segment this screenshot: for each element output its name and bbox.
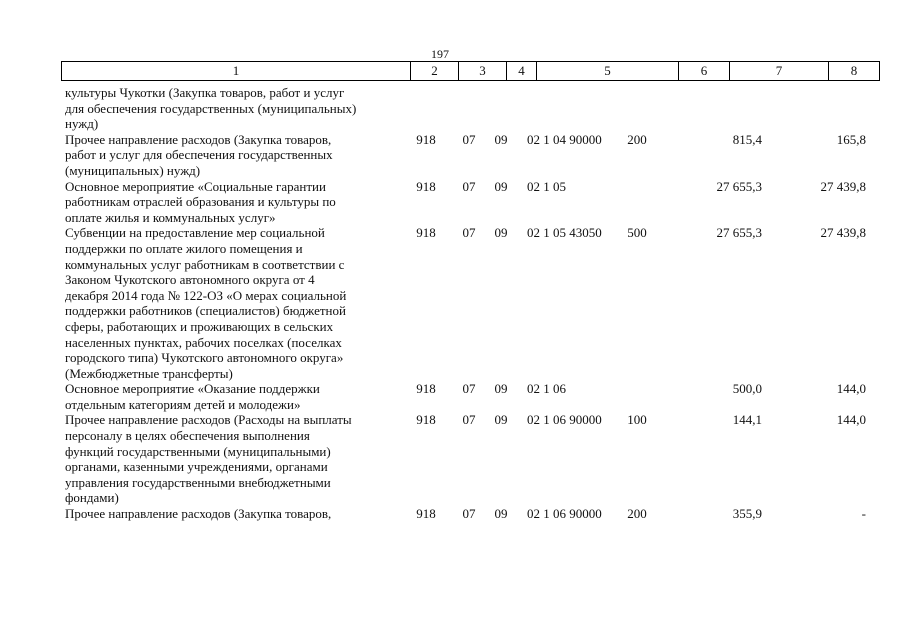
- row-code-target: 02 1 05 43050: [527, 225, 602, 241]
- description-line: работникам отраслей образования и культуры по: [65, 194, 336, 210]
- row-code-section: 07: [462, 412, 476, 428]
- row-code-section: 07: [462, 178, 476, 194]
- row-amount-1: [660, 85, 770, 132]
- description-line: сферы, работающих и проживающих в сельских: [65, 318, 334, 334]
- row-code-target: 02 1 06: [527, 381, 566, 397]
- description-line: коммунальных услуг работникам в соответствии с: [65, 256, 345, 272]
- description-line: органами, казенными учреждениями, органами: [65, 459, 328, 475]
- row-amount-2: 27 439,8: [820, 178, 866, 194]
- description-line: (Межбюджетные трансферты): [65, 365, 233, 381]
- row-code-target: 02 1 06 90000: [527, 412, 602, 428]
- description-line: городского типа) Чукотского автономного округа»: [65, 350, 344, 366]
- description-line: декабря 2014 года № 122-ОЗ «О мерах социальной: [65, 287, 347, 303]
- row-amount-1: 815,4: [732, 131, 762, 147]
- row-code-ministry: 918: [416, 225, 436, 241]
- page-number: 197: [431, 47, 449, 61]
- description-line: (муниципальных) нужд): [65, 162, 201, 178]
- row-code-section: 07: [462, 131, 476, 147]
- description-line: Прочее направление расходов (Закупка товаров,: [65, 506, 332, 522]
- description-line: управления государственными внебюджетными: [65, 474, 331, 490]
- table-body: [65, 85, 880, 522]
- description-line: для обеспечения государственных (муниципальных): [65, 100, 357, 116]
- row-code-expense-type: 200: [627, 131, 647, 147]
- row-amount-2: 27 439,8: [820, 225, 866, 241]
- row-description: [65, 412, 411, 506]
- description-line: фондами): [65, 490, 119, 506]
- row-code-subsection: 09: [494, 506, 508, 522]
- description-line: работ и услуг для обеспечения государственных: [65, 147, 333, 163]
- description-line: Прочее направление расходов (Расходы на выплаты: [65, 412, 352, 428]
- description-line: Субвенции на предоставление мер социальной: [65, 225, 325, 241]
- description-line: отдельным категориям детей и молодежи»: [65, 396, 301, 412]
- row-code-section: [441, 85, 493, 132]
- row-code-target: 02 1 04 90000: [527, 131, 602, 147]
- row-code-expense-type: [614, 179, 660, 226]
- row-code-subsection: 09: [494, 412, 508, 428]
- row-description: [65, 85, 411, 132]
- table-row: [65, 506, 880, 522]
- header-col-8: 8: [850, 63, 858, 78]
- row-amount-2: 144,0: [836, 412, 866, 428]
- row-code-section: 07: [462, 381, 476, 397]
- row-description: [65, 132, 411, 179]
- table-row: [65, 412, 880, 506]
- description-line: населенных пунктах, рабочих поселках (поселках: [65, 334, 342, 350]
- row-description: [65, 506, 411, 522]
- row-code-ministry: 918: [416, 506, 436, 522]
- row-description: [65, 225, 411, 381]
- table-row: [65, 132, 880, 179]
- row-code-subsection: [493, 85, 509, 132]
- row-amount-1: 355,9: [732, 506, 762, 522]
- row-code-expense-type: 500: [627, 225, 647, 241]
- description-line: персоналу в целях обеспечения выполнения: [65, 428, 310, 444]
- description-line: культуры Чукотки (Закупка товаров, работ и услуг: [65, 85, 345, 100]
- row-code-ministry: 918: [416, 412, 436, 428]
- row-code-subsection: 09: [494, 178, 508, 194]
- row-description: [65, 179, 411, 226]
- table-row: [65, 85, 880, 132]
- row-code-ministry: [411, 85, 441, 132]
- header-col-1: 1: [62, 62, 411, 80]
- table-row: [65, 381, 880, 412]
- row-amount-2: 165,8: [836, 131, 866, 147]
- row-code-expense-type: [614, 85, 660, 132]
- row-code-target: 02 1 05: [527, 178, 566, 194]
- description-line: нужд): [65, 116, 99, 132]
- row-code-expense-type: 100: [627, 412, 647, 428]
- header-col-3: 3: [459, 62, 507, 80]
- header-col-6: 6: [679, 62, 730, 80]
- table-row: [65, 179, 880, 226]
- row-code-expense-type: 200: [627, 506, 647, 522]
- row-code-ministry: 918: [416, 178, 436, 194]
- row-code-section: 07: [462, 506, 476, 522]
- header-col-7: 7: [730, 62, 829, 80]
- row-code-subsection: 09: [494, 381, 508, 397]
- description-line: оплате жилья и коммунальных услуг»: [65, 209, 276, 225]
- description-line: поддержки по оплате жилого помещения и: [65, 240, 303, 256]
- description-line: Основное мероприятие «Социальные гарантии: [65, 178, 326, 194]
- row-amount-1: 144,1: [732, 412, 762, 428]
- row-description: [65, 381, 411, 412]
- table-header: [61, 61, 880, 81]
- header-col-5: 5: [537, 62, 679, 80]
- description-line: функций государственными (муниципальными): [65, 443, 331, 459]
- row-code-target: 02 1 06 90000: [527, 506, 602, 522]
- row-code-section: 07: [462, 225, 476, 241]
- row-amount-2: 144,0: [836, 381, 866, 397]
- description-line: Основное мероприятие «Оказание поддержки: [65, 381, 320, 397]
- row-amount-1: 27 655,3: [716, 178, 762, 194]
- description-line: поддержки работников (специалистов) бюджетной: [65, 303, 346, 319]
- row-code-subsection: 09: [494, 225, 508, 241]
- description-line: Законом Чукотского автономного округа от 4: [65, 272, 315, 288]
- description-line: Прочее направление расходов (Закупка товаров,: [65, 131, 332, 147]
- row-code-subsection: 09: [494, 131, 508, 147]
- header-col-2: 2: [411, 62, 459, 80]
- table-row: [65, 225, 880, 381]
- row-code-ministry: 918: [416, 131, 436, 147]
- row-amount-1: 27 655,3: [716, 225, 762, 241]
- row-amount-1: 500,0: [732, 381, 762, 397]
- row-amount-2: -: [861, 506, 866, 522]
- row-code-expense-type: [614, 381, 660, 412]
- row-code-target: [509, 85, 614, 132]
- row-amount-2: [770, 85, 870, 132]
- header-col-4: 4: [507, 62, 537, 80]
- row-code-ministry: 918: [416, 381, 436, 397]
